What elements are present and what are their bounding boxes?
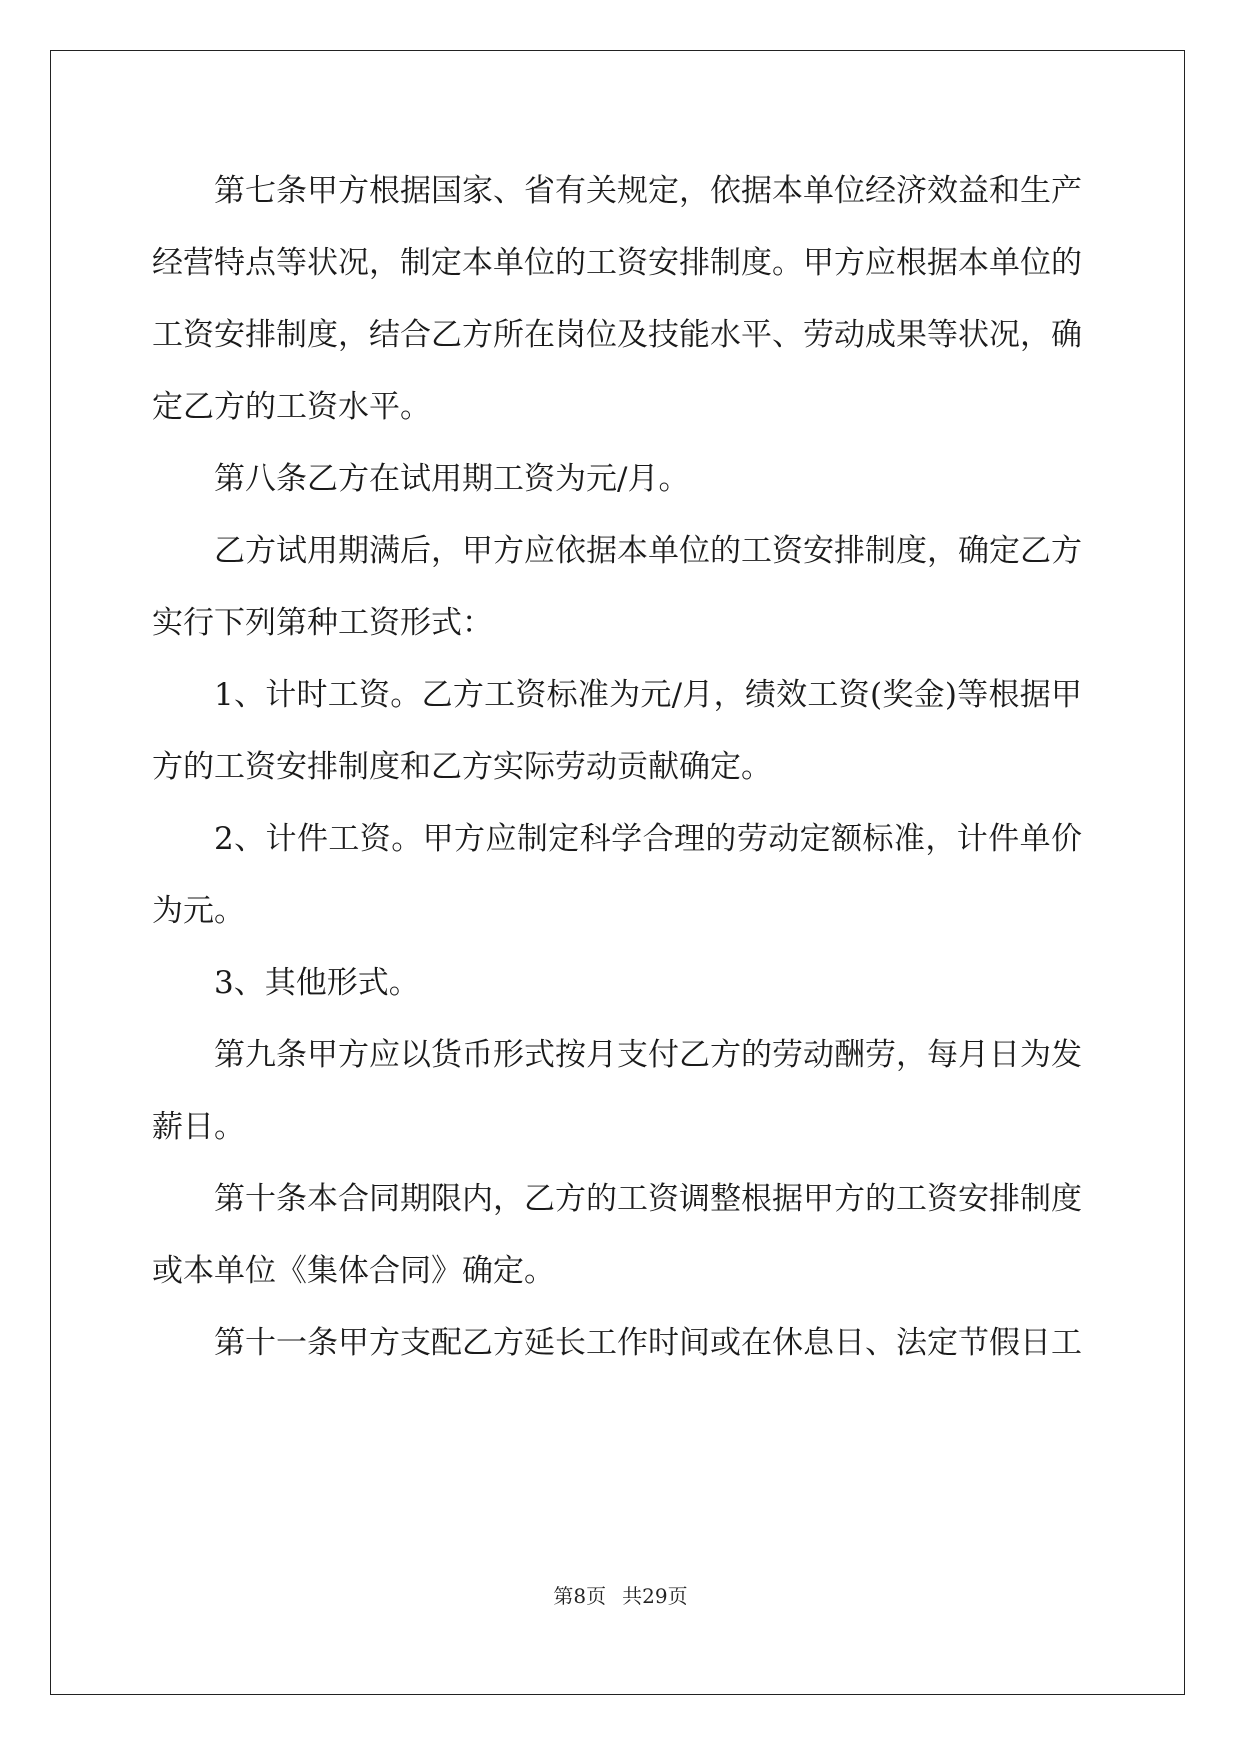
- paragraph: 第九条甲方应以货币形式按月支付乙方的劳动酬劳，每月日为发薪日。: [152, 1037, 1082, 1145]
- page-footer: [0, 1583, 1241, 1609]
- paragraph: 第十一条甲方支配乙方延长工作时间或在休息日、法定节假日工: [214, 1325, 1082, 1361]
- paragraph: 1、计时工资。乙方工资标准为元/月，绩效工资(奖金)等根据甲方的工资安排制度和乙方实际劳动贡献确定。: [152, 677, 1082, 785]
- paragraph: 第十条本合同期限内，乙方的工资调整根据甲方的工资安排制度或本单位《集体合同》确定。: [152, 1181, 1082, 1289]
- total-pages: 共29页: [622, 1584, 688, 1608]
- paragraph: 第八条乙方在试用期工资为元/月。: [214, 461, 690, 497]
- paragraph: 乙方试用期满后，甲方应依据本单位的工资安排制度，确定乙方实行下列第种工资形式：: [152, 533, 1082, 641]
- paragraph: 第七条甲方根据国家、省有关规定，依据本单位经济效益和生产经营特点等状况，制定本单位的工资安排制度。甲方应根据本单位的工资安排制度，结合乙方所在岗位及技能水平、劳动成果等状况，确定乙方的工资水平。: [152, 173, 1082, 425]
- paragraph: 3、其他形式。: [214, 965, 420, 1001]
- paragraph: 2、计件工资。甲方应制定科学合理的劳动定额标准，计件单价为元。: [152, 821, 1082, 929]
- current-page-number: 第8页: [553, 1584, 607, 1608]
- document-body: [152, 155, 1082, 1379]
